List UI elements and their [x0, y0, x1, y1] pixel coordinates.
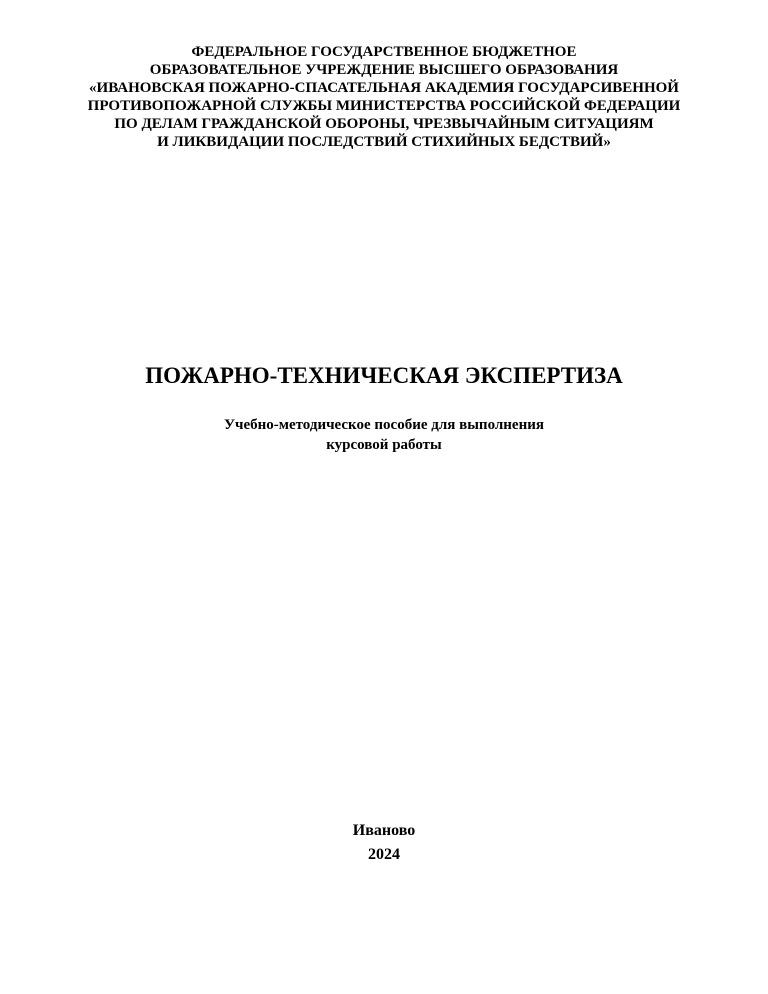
- document-subtitle: [0, 415, 768, 455]
- publication-info: [0, 819, 768, 867]
- organization-header-line: «ИВАНОВСКАЯ ПОЖАРНО-СПАСАТЕЛЬНАЯ АКАДЕМИЯ ГОСУДАРСИВЕННОЙ: [89, 80, 679, 96]
- organization-header-line: ОБРАЗОВАТЕЛЬНОЕ УЧРЕЖДЕНИЕ ВЫСШЕГО ОБРАЗОВАНИЯ: [149, 62, 619, 78]
- document-subtitle-line: курсовой работы: [326, 437, 442, 453]
- organization-header: [0, 43, 768, 151]
- document-subtitle-line: Учебно-методическое пособие для выполнения: [223, 417, 544, 433]
- organization-header-line: ПО ДЕЛАМ ГРАЖДАНСКОЙ ОБОРОНЫ, ЧРЕЗВЫЧАЙНЫМ СИТУАЦИЯМ: [114, 116, 654, 132]
- organization-header-line: И ЛИКВИДАЦИИ ПОСЛЕДСТВИЙ СТИХИЙНЫХ БЕДСТВИЙ»: [157, 134, 611, 150]
- publication-city: Иваново: [352, 822, 416, 839]
- organization-header-line: ПРОТИВОПОЖАРНОЙ СЛУЖБЫ МИНИСТЕРСТВА РОССИЙСКОЙ ФЕДЕРАЦИИ: [87, 98, 681, 114]
- publication-year: 2024: [368, 846, 400, 863]
- document-title: ПОЖАРНО-ТЕХНИЧЕСКАЯ ЭКСПЕРТИЗА: [145, 363, 623, 388]
- organization-header-line: ФЕДЕРАЛЬНОЕ ГОСУДАРСТВЕННОЕ БЮДЖЕТНОЕ: [191, 44, 577, 60]
